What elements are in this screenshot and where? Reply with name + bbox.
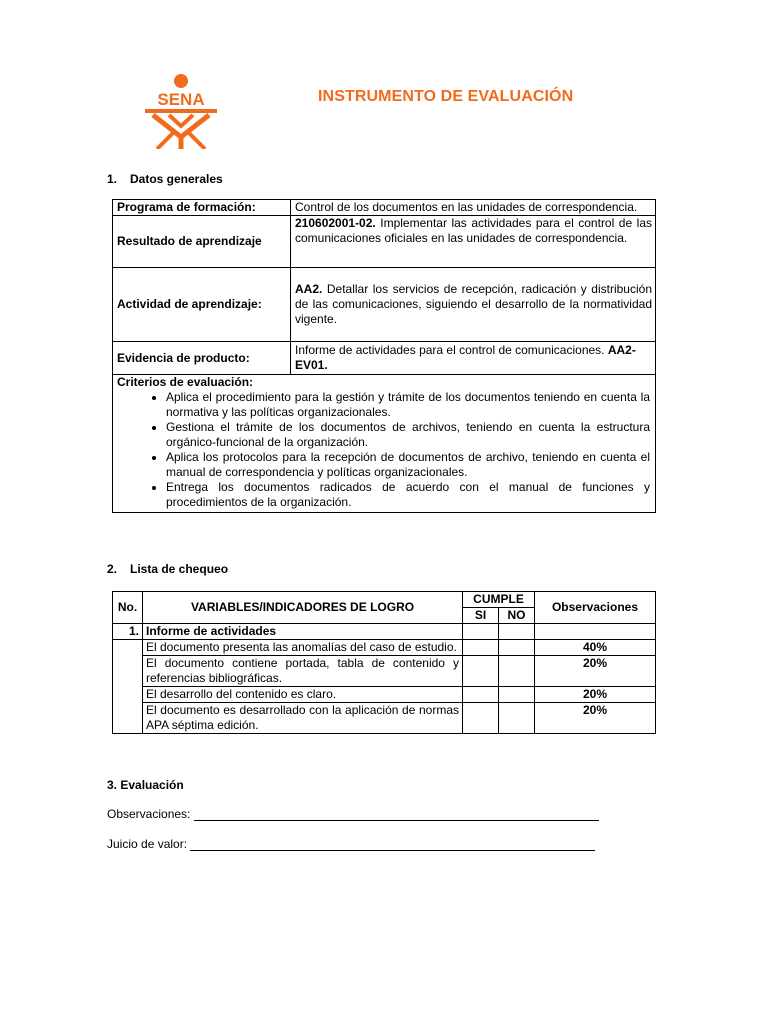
indicator-weight: 20% [535, 703, 656, 734]
table-row [113, 687, 656, 703]
table-row [113, 640, 656, 656]
indicator-text: El documento contiene portada, tabla de contenido y referencias bibliográficas. [143, 656, 463, 687]
observaciones-line[interactable] [194, 809, 599, 821]
no-cell[interactable] [499, 656, 535, 687]
row-value [291, 268, 656, 342]
juicio-line[interactable] [190, 839, 595, 851]
row-label: Programa de formación: [113, 200, 291, 216]
section-1-heading [107, 172, 223, 186]
observaciones-label: Observaciones: [107, 807, 191, 821]
table-row [113, 200, 656, 216]
si-cell[interactable] [463, 624, 499, 640]
indicator-weight: 20% [535, 687, 656, 703]
section-3-heading: 3. Evaluación [107, 778, 184, 792]
group-number: 1. [113, 624, 143, 640]
si-cell[interactable] [463, 687, 499, 703]
table-row [113, 268, 656, 342]
indicator-text: El documento es desarrollado con la aplicación de normas APA séptima edición. [143, 703, 463, 734]
indicator-weight: 20% [535, 656, 656, 687]
no-cell[interactable] [499, 687, 535, 703]
juicio-label: Juicio de valor: [107, 837, 188, 851]
table-row [113, 703, 656, 734]
section-2-title: Lista de chequeo [130, 562, 229, 576]
logo-text: SENA [157, 90, 205, 109]
list-item: • Gestiona el trámite de los documentos de archivos, teniendo en cuenta la estructura orgánico-funcional de la organización. [166, 420, 652, 450]
table-row [113, 656, 656, 687]
table-row [113, 342, 656, 375]
result-code: 210602001-02. [295, 216, 376, 230]
indicator-text: El documento presenta las anomalías del caso de estudio. [143, 640, 463, 656]
header-variables: VARIABLES/INDICADORES DE LOGRO [143, 592, 463, 624]
header-observaciones: Observaciones [535, 592, 656, 624]
empty-cell [113, 640, 143, 734]
header-no-col: NO [499, 608, 535, 624]
row-value [291, 200, 656, 216]
si-cell[interactable] [463, 703, 499, 734]
sena-logo [143, 73, 219, 149]
criteria-cell [113, 375, 656, 513]
si-cell[interactable] [463, 640, 499, 656]
header-no: No. [113, 592, 143, 624]
criteria-title: Criterios de evaluación: [117, 375, 254, 389]
no-cell[interactable] [499, 624, 535, 640]
header-cumple: CUMPLE [463, 592, 535, 608]
section-2-heading [107, 562, 228, 576]
list-item: • Entrega los documentos radicados de acuerdo con el manual de funciones y procedimientos de la organización. [166, 480, 652, 510]
observaciones-field[interactable] [107, 807, 599, 821]
juicio-field[interactable] [107, 837, 595, 851]
document-title: INSTRUMENTO DE EVALUACIÓN [318, 88, 574, 105]
row-value [291, 342, 656, 375]
activity-code: AA2. [295, 282, 323, 296]
table-row [113, 375, 656, 513]
header-si: SI [463, 608, 499, 624]
evidence-text: Informe de actividades para el control de comunicaciones. [295, 343, 608, 357]
group-title: Informe de actividades [143, 624, 463, 640]
checklist-table [112, 591, 656, 734]
no-cell[interactable] [499, 640, 535, 656]
table-row [113, 624, 656, 640]
list-item: • Aplica el procedimiento para la gestión y trámite de los documentos teniendo en cuenta la normativa y las políticas organizacionales. [166, 390, 652, 420]
no-cell[interactable] [499, 703, 535, 734]
indicator-text: El desarrollo del contenido es claro. [143, 687, 463, 703]
program-value: Control de los documentos en las unidades de correspondencia. [295, 200, 638, 214]
si-cell[interactable] [463, 656, 499, 687]
row-label: Actividad de aprendizaje: [113, 268, 291, 342]
general-data-table [112, 199, 656, 513]
section-2-number: 2. [107, 562, 118, 576]
row-label: Resultado de aprendizaje [113, 216, 291, 268]
evidence-code: AA2-EV01. [295, 343, 636, 372]
table-row [113, 216, 656, 268]
indicator-weight: 40% [535, 640, 656, 656]
activity-text: Detallar los servicios de recepción, radicación y distribución de las comunicaciones, siguiendo el desarrollo de la normatividad vigente. [295, 282, 652, 326]
list-item: • Aplica los protocolos para la recepción de documentos de archivo, teniendo en cuenta el manual de correspondencia y políticas organizacionales. [166, 450, 652, 480]
obs-cell [535, 624, 656, 640]
table-header-row [113, 592, 656, 608]
criteria-list [117, 390, 652, 510]
row-value [291, 216, 656, 268]
result-text: Implementar las actividades para el control de las comunicaciones oficiales en las unidades de correspondencia. [295, 216, 652, 245]
section-1-title: Datos generales [130, 172, 223, 186]
section-1-number: 1. [107, 172, 118, 186]
row-label: Evidencia de producto: [113, 342, 291, 375]
